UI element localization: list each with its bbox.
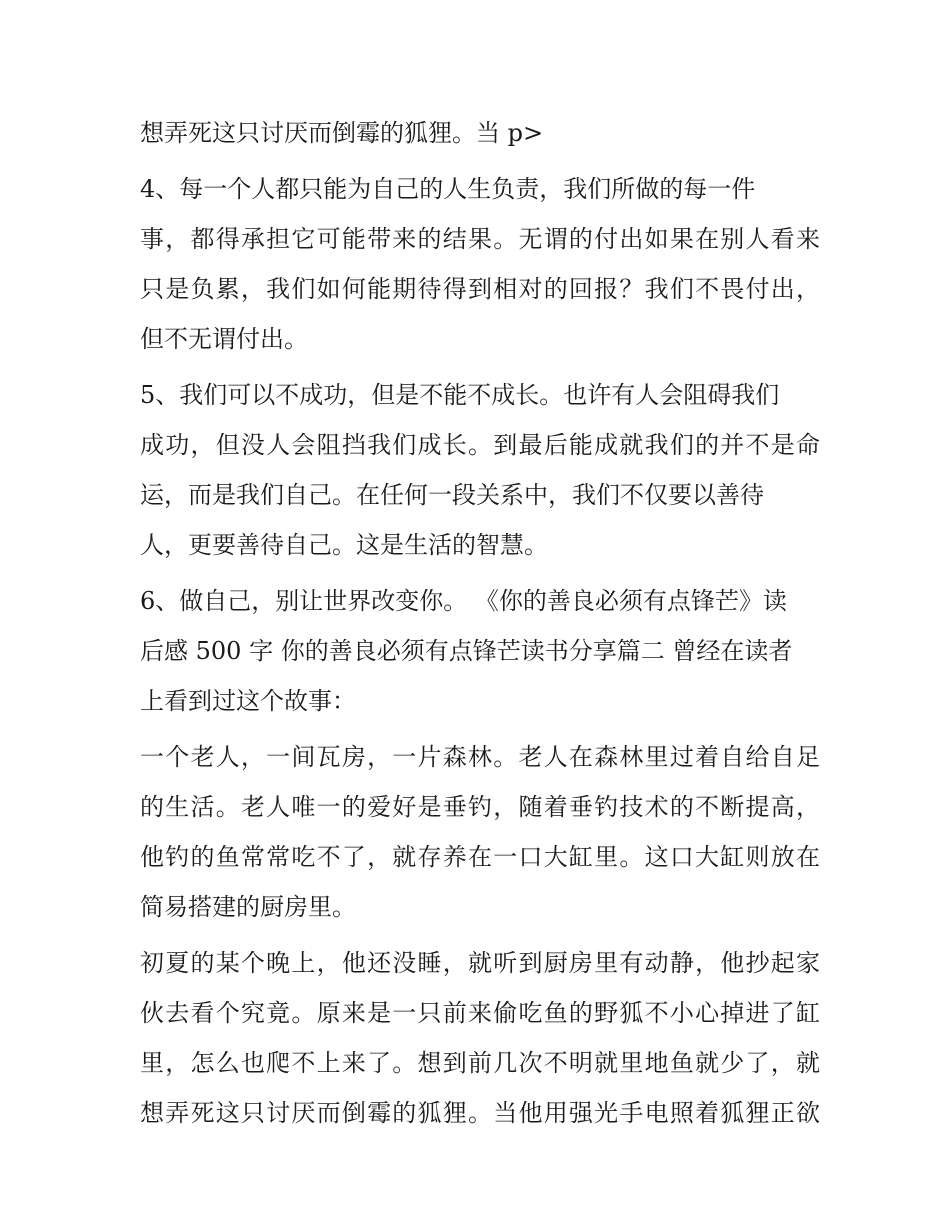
text-line: 但不无谓付出。 [140, 325, 308, 353]
text-line: 初夏的某个晚上，他还没睡，就听到厨房里有动静，他抄起家 [140, 949, 820, 977]
text-line: 4、每一个人都只能为自己的人生负责，我们所做的每一件 [140, 175, 756, 203]
text-line: 里，怎么也爬不上来了。想到前几次不明就里地鱼就少了，就 [140, 1049, 820, 1077]
text-line: 成功，但没人会阻挡我们成长。到最后能成就我们的并不是命 [140, 431, 820, 459]
text-line: 想弄死这只讨厌而倒霉的狐狸。当他用强光手电照着狐狸正欲 [140, 1099, 820, 1127]
text-line: 事，都得承担它可能带来的结果。无谓的付出如果在别人看来 [140, 225, 820, 253]
text-line: 运，而是我们自己。在任何一段关系中，我们不仅要以善待 [140, 481, 764, 509]
text-line: 上看到过这个故事： [140, 687, 356, 715]
body-text [140, 108, 820, 1138]
text-line: 简易搭建的厨房里。 [140, 893, 356, 921]
text-line: 伙去看个究竟。原来是一只前来偷吃鱼的野狐不小心掉进了缸 [140, 999, 820, 1027]
text-line: 一个老人，一间瓦房，一片森林。老人在森林里过着自给自足 [140, 743, 820, 771]
text-line: 后感 500 字 你的善良必须有点锋芒读书分享篇二 曾经在读者 [140, 637, 793, 665]
text-line: 的生活。老人唯一的爱好是垂钓，随着垂钓技术的不断提高， [140, 793, 820, 821]
text-line: 他钓的鱼常常吃不了，就存养在一口大缸里。这口大缸则放在 [140, 843, 820, 871]
text-line: 6、做自己，别让世界改变你。 《你的善良必须有点锋芒》读 [140, 587, 787, 615]
text-line: 5、我们可以不成功，但是不能不成长。也许有人会阻碍我们 [140, 381, 780, 409]
text-line: 人，更要善待自己。这是生活的智慧。 [140, 531, 548, 559]
text-line: 只是负累，我们如何能期待得到相对的回报？我们不畏付出， [140, 275, 820, 303]
text-line: 想弄死这只讨厌而倒霉的狐狸。当 p> [140, 119, 544, 147]
